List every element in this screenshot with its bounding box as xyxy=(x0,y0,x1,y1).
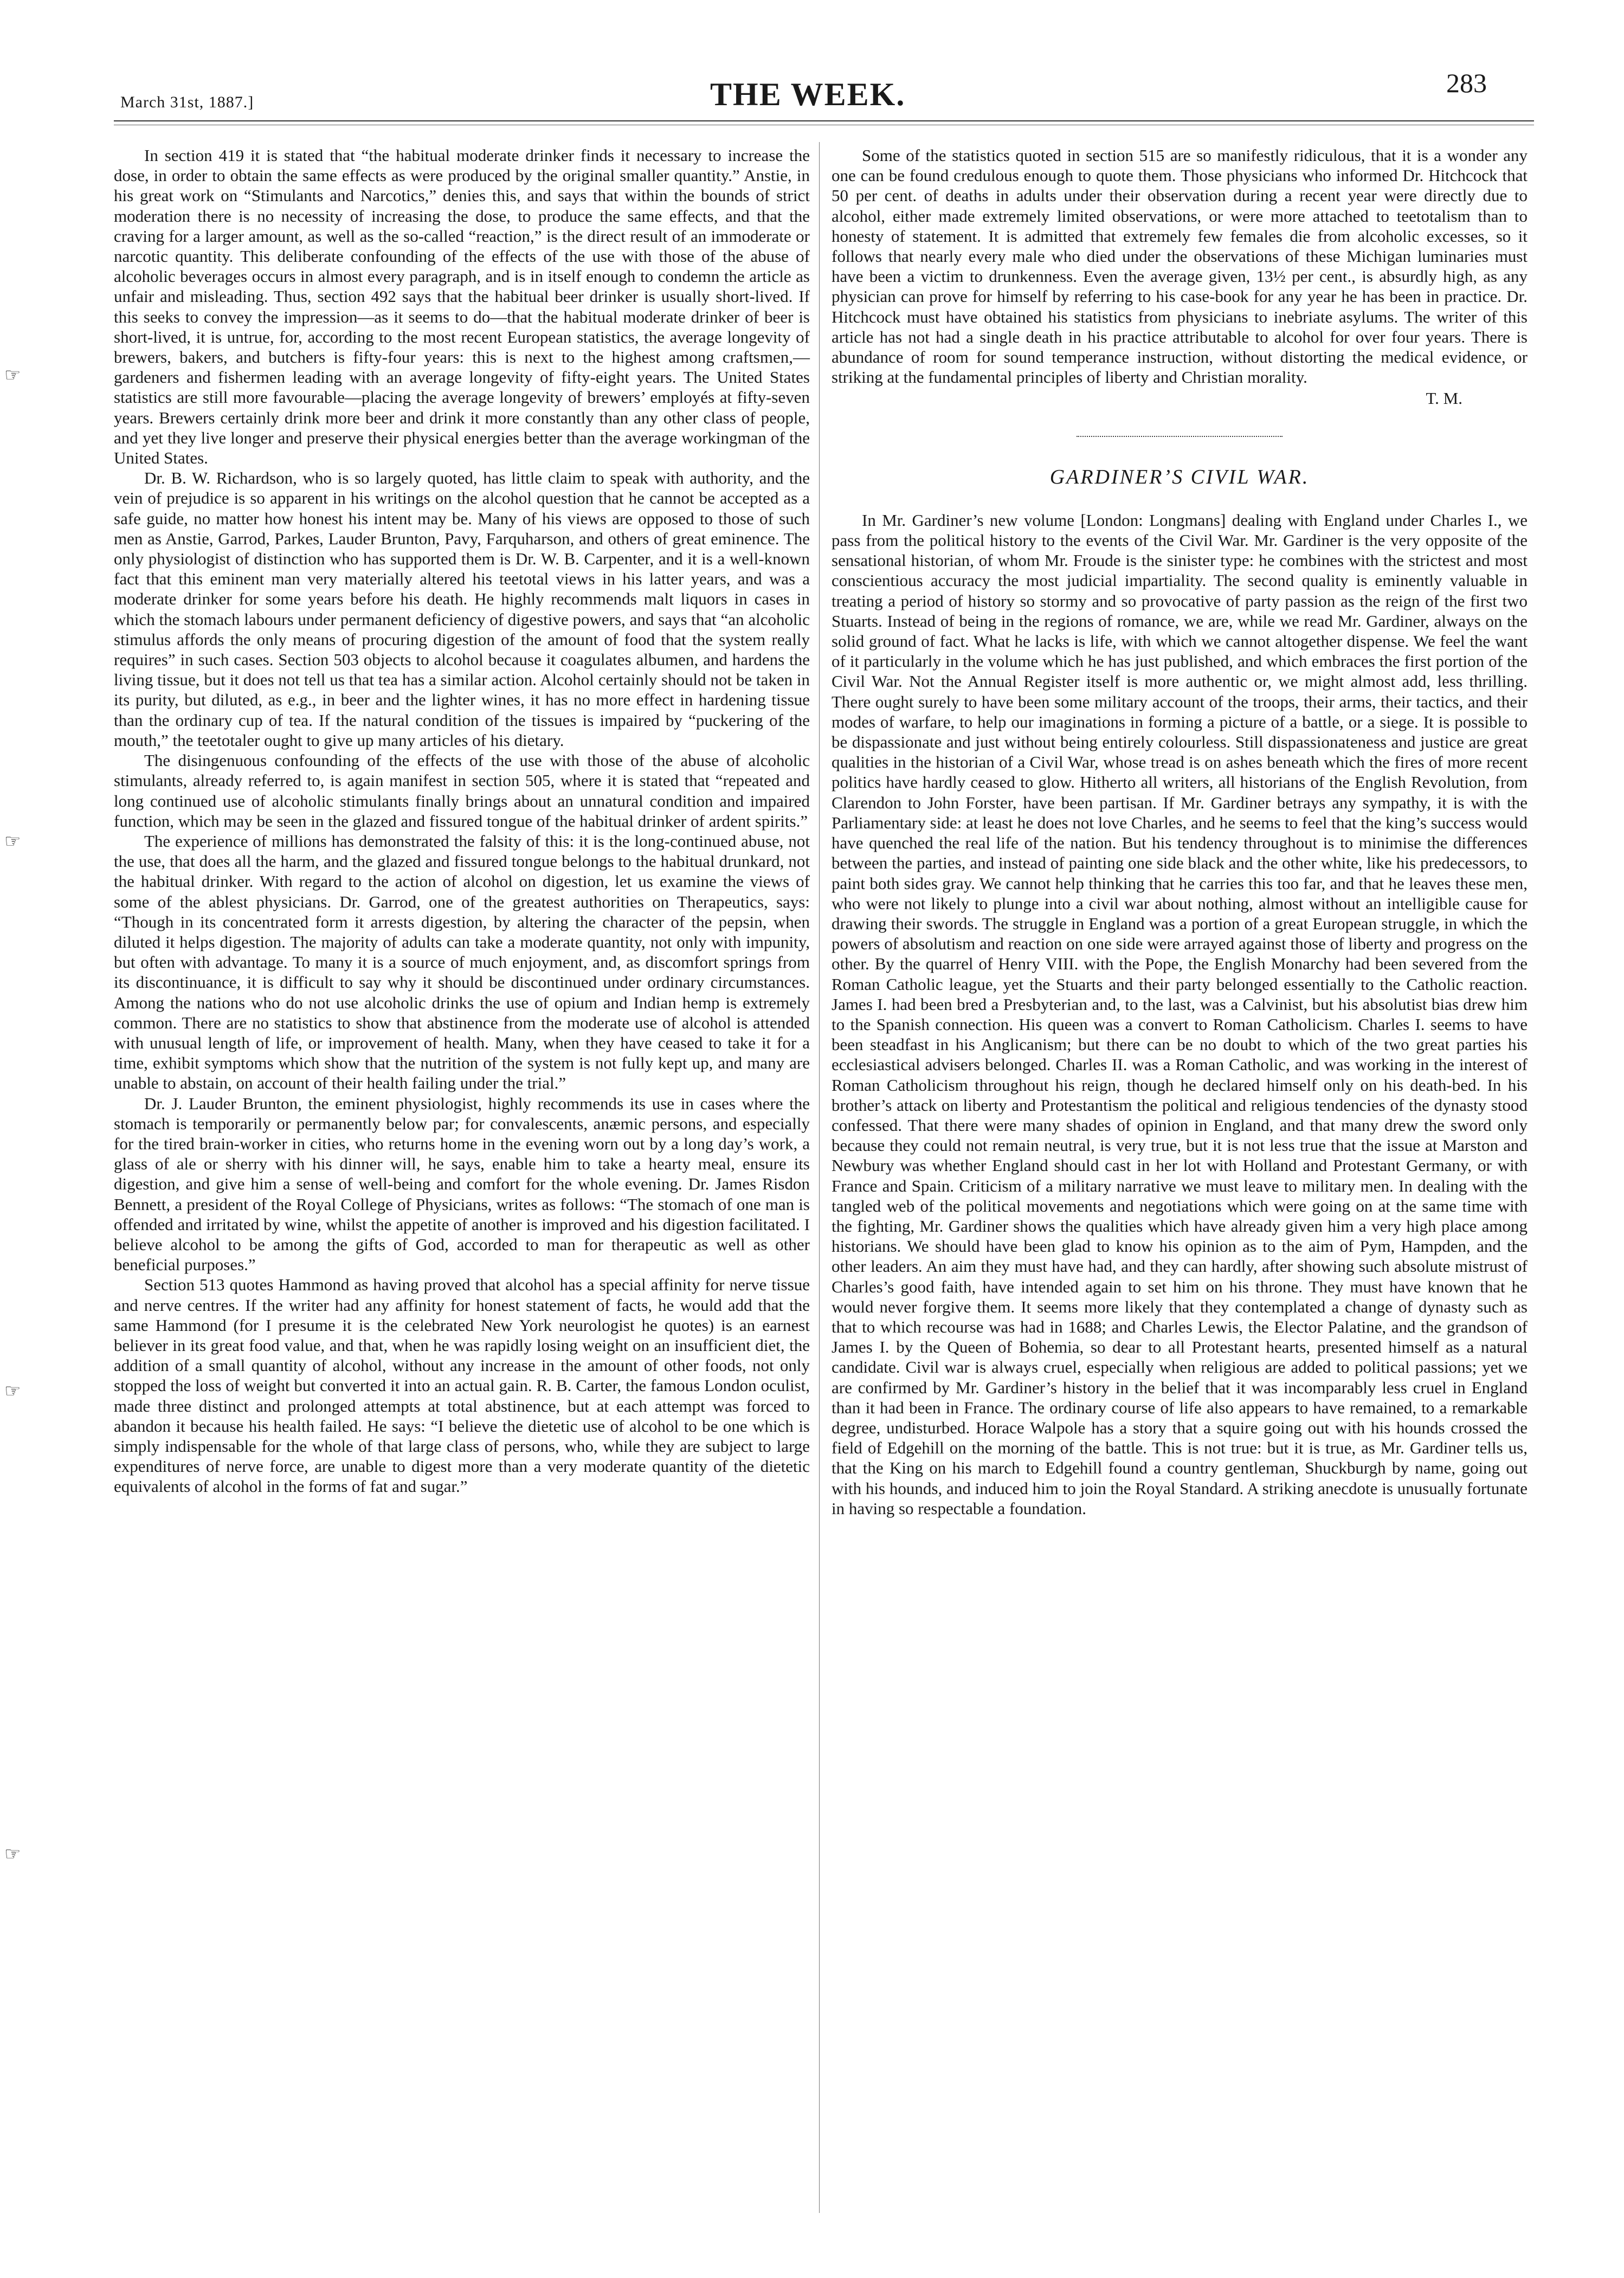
margin-pointer-icon: ☞ xyxy=(4,832,21,852)
page-number: 283 xyxy=(1446,68,1487,98)
article-paragraph: Section 513 quotes Hammond as having proved that alcohol has a special affinity for nerve tissue and nerve centres. If the writer had any affinity for honest statement of facts, he would add that the same Hammond (for I presume it is the celebrated New York neurologist he quotes) is an earnest believer in its great food value, and that, when he was rapidly losing weight on an insufficient diet, the addition of a small quantity of alcohol, without any increase in the amount of other foods, not only stopped the loss of weight but converted it into an actual gain. R. B. Carter, the famous London oculist, made three distinct and prolonged attempts at total abstinence, but at each attempt was forced to abandon it because his health failed. He says: “I believe the dietetic use of alcohol to be one which is simply indispensable for the whole of that large class of persons, who, while they are subject to large expenditures of nerve force, are unable to digest more than a very moderate quantity of the dietetic equivalents of alcohol in the forms of fat and sugar.” xyxy=(114,1275,810,1496)
margin-pointer-icon: ☞ xyxy=(4,365,21,385)
section-heading: GARDINER’S CIVIL WAR. xyxy=(1049,465,1310,488)
issue-date: March 31st, 1887.] xyxy=(120,93,254,111)
article-paragraph: The experience of millions has demonstrated the falsity of this: it is the long-continued abuse, not the use, that does all the harm, and the glazed and fissured tongue belongs to the habitual drunkard, not the habitual drinker. With regard to the action of alcohol on digestion, let us examine the views of some of the ablest physicians. Dr. Garrod, one of the greatest authorities on Therapeutics, says: “Though in its concentrated form it arrests digestion, by altering the character of the pepsin, when diluted it helps digestion. The majority of adults can take a moderate quantity, not only with impunity, but often with advantage. To many it is a source of much enjoyment, and, as discomfort springs from its discontinuance, it is difficult to say why it should be discontinued under ordinary circumstances. Among the nations who do not use alcoholic drinks the use of opium and Indian hemp is extremely common. There are no statistics to show that abstinence from the moderate use of alcohol is attended with unusual length of life, or improvement of health. Many, when they have ceased to take it for a time, exhibit symptoms which show that the nutrition of the system is not fully kept up, and many are unable to abstain, on account of their health failing under the trial.” xyxy=(114,831,810,1093)
article-paragraph: In section 419 it is stated that “the habitual moderate drinker finds it necessary to increase the dose, in order to obtain the same effects as were produced by the original smaller quantity.” Anstie, in his great work on “Stimulants and Narcotics,” denies this, and says that within the bounds of strict moderation there is no necessity of increasing the dose, to produce the same effects, and that the craving for a larger amount, as well as the so-called “reaction,” is the direct result of an immoderate or narcotic quantity. This deliberate confounding of the effects of the use with those of the abuse of alcoholic beverages occurs in almost every paragraph, and is in itself enough to condemn the article as unfair and misleading. Thus, section 492 says that the habitual beer drinker is usually short-lived. If this seeks to convey the impression—as it seems to do—that the habitual moderate drinker of beer is short-lived, it is untrue, for, according to the most recent European statistics, the average longevity of brewers, bakers, and butchers is fifty-four years: this is next to the highest among craftsmen,—gardeners and fishermen leading with an average longevity of fifty-eight years. The United States statistics are still more favourable—placing the average longevity of brewers’ employés at fifty-seven years. Brewers certainly drink more beer and drink it more constantly than any other class of people, and yet they live longer and preserve their physical energies better than the average workingman of the United States. xyxy=(114,146,810,468)
margin-pointer-icon: ☞ xyxy=(4,1844,21,1864)
header-rule xyxy=(114,120,1534,121)
article-paragraph: The disingenuous confounding of the effects of the use with those of the abuse of alcoholic stimulants, already referred to, is again manifest in section 505, where it is stated that “repeated and long continued use of alcoholic stimulants finally brings about an unnatural condition and impaired function, which may be seen in the glazed and fissured tongue of the habitual drinker of ardent spirits.” xyxy=(114,751,810,831)
left-column xyxy=(114,145,810,1497)
margin-pointer-icon: ☞ xyxy=(4,1381,21,1401)
article-paragraph: Some of the statistics quoted in section 515 are so manifestly ridiculous, that it is a wonder any one can be found credulous enough to quote them. Those physicians who informed Dr. Hitchcock that 50 per cent. of deaths in adults under their observation during a recent year were directly due to alcohol, either made extremely limited observations, or were more attached to teetotalism than to honesty of statement. It is admitted that extremely few females die from alcoholic excesses, so it follows that nearly every male who died under the observations of these Michigan luminaries must have been a victim to drunkenness. Even the average given, 13½ per cent., is absurdly high, as any physician can prove for himself by referring to his case-book for any year he has been in practice. Dr. Hitchcock must have obtained his statistics from physicians to inebriate asylums. The writer of this article has not had a single death in his practice attributable to alcohol for over four years. There is abundance of room for sound temperance instruction, without distorting the medical evidence, or striking at the fundamental principles of liberty and Christian morality. xyxy=(832,146,1528,387)
right-column xyxy=(832,145,1528,1518)
publication-title: THE WEEK. xyxy=(710,76,906,112)
article-paragraph: Dr. J. Lauder Brunton, the eminent physiologist, highly recommends its use in cases where the stomach is temporarily or permanently below par; for convalescents, anæmic persons, and especially for the tired brain-worker in cities, who returns home in the evening worn out by a long day’s work, a glass of ale or sherry with his dinner will, he says, enable him to take a hearty meal, ensure its digestion, and give him a sense of well-being and comfort for the whole evening. Dr. James Risdon Bennett, a president of the Royal College of Physicians, writes as follows: “The stomach of one man is offended and irritated by wine, whilst the appetite of another is improved and his digestion facilitated. I believe alcohol to be among the gifts of God, accorded to man for therapeutic as well as other beneficial purposes.” xyxy=(114,1093,810,1275)
column-divider xyxy=(819,142,820,2213)
section-separator xyxy=(1077,436,1283,437)
author-signature: T. M. xyxy=(1426,389,1462,408)
article-paragraph: Dr. B. W. Richardson, who is so largely quoted, has little claim to speak with authority, and the vein of prejudice is so apparent in his writings on the alcohol question that he cannot be accepted as a safe guide, no matter how honest his intent may be. Many of his views are opposed to those of such men as Anstie, Garrod, Parkes, Lauder Brunton, Pavy, Farquharson, and others of great eminence. The only physiologist of distinction who has supported them is Dr. W. B. Carpenter, and it is a well-known fact that this eminent man very materially altered his teetotal views in his latter years, and was a moderate drinker for some years before his death. He highly recommends malt liquors in cases in which the stomach labours under permanent deficiency of digestive powers, and says that “an alcoholic stimulus affords the only means of procuring digestion of the amount of food that the system really requires” in such cases. Section 503 objects to alcohol because it coagulates albumen, and hardens the living tissue, but it does not tell us that tea has a similar action. Alcohol certainly should not be taken in its purity, but diluted, as e.g., in beer and the lighter wines, it has no more effect in hardening tissue than the ordinary cup of tea. If the natural condition of the tissues is impaired by “puckering of the mouth,” the teetotaler ought to give up many articles of his dietary. xyxy=(114,468,810,750)
review-paragraph: In Mr. Gardiner’s new volume [London: Longmans] dealing with England under Charles I., we pass from the political history to the events of the Civil War. Mr. Gardiner is the very opposite of the sensational historian, of whom Mr. Froude is the sinister type: he combines with the strictest and most conscientious accuracy the most judicial impartiality. The second quality is eminently valuable in treating a period of history so stormy and so provocative of party passion as the reign of the first two Stuarts. Instead of being in the regions of romance, we are, while we read Mr. Gardiner, always on the solid ground of fact. What he lacks is life, with which we cannot altogether dispense. We feel the want of it particularly in the volume which he has just published, and which embraces the first portion of the Civil War. Not the Annual Register itself is more authentic or, we might almost add, less thrilling. There ought surely to have been some military account of the troops, their arms, their tactics, and their modes of warfare, to help our imaginations in forming a picture of a battle, or a siege. It is possible to be dispassionate and just without being entirely colourless. Still dispassionateness and justice are great qualities in the historian of a Civil War, whose tread is on ashes beneath which the fires of more recent politics have hardly ceased to glow. Hitherto all writers, all historians of the English Revolution, from Clarendon to John Forster, have been partisan. If Mr. Gardiner betrays any sympathy, it is with the Parliamentary side: at least he does not love Charles, and he seems to feel that the king’s success would have quenched the real life of the nation. But his tendency throughout is to minimise the differences between the parties, and instead of painting one side black and the other white, like his predecessors, to paint both sides gray. We cannot help thinking that he carries this too far, and that he leaves these men, who were not likely to plunge into a civil war about nothing, almost without an intelligible cause for drawing their swords. The struggle in England was a portion of a great European struggle, in which the powers of absolutism and reaction on one side were arrayed against those of liberty and progress on the other. By the quarrel of Henry VIII. with the Pope, the English Monarchy had been severed from the Roman Catholic league, yet the Stuarts and their party belonged essentially to the Catholic reaction. James I. had been bred a Presbyterian and, to the last, was a Calvinist, but his absolutist bias drew him to the Spanish connection. His queen was a convert to Roman Catholicism. Charles I. seems to have been steadfast in his Anglicanism; but there can be no doubt to which of the two great parties his ecclesiastical advisers belonged. Charles II. was a Roman Catholic, and was working in the interest of Roman Catholicism throughout his reign, though he declared himself only on his death-bed. In his brother’s attack on liberty and Protestantism the political and religious tendencies of the dynasty stood confessed. That there were many shades of opinion in England, and that many drew the sword only because they could not remain neutral, is very true, but it is not less true that the issue at Marston and Newbury was whether England should cast in her lot with Holland and Protestant Germany, or with France and Spain. Criticism of a military narrative we must leave to military men. In dealing with the tangled web of the political movements and negotiations which were going on at the same time with the fighting, Mr. Gardiner shows the qualities which have already given him a very high place among historians. We should have been glad to know his opinion as to the aim of Pym, Hampden, and the other leaders. An aim they must have had, and they can hardly, after showing such absolute mistrust of Charles’s good faith, have intended again to set him on his throne. They must have known that he would never forgive them. It seems more likely that they contemplated a change of dynasty such as that to which recourse was had in 1688; and Charles Lewis, the Elector Palatine, and the grandson of James I. by the Queen of Bohemia, so dear to all Protestant hearts, presented himself as a natural candidate. Civil war is always cruel, especially when religious are added to political passions; yet we are confirmed by Mr. Gardiner’s history in the belief that it was incomparably less cruel in England than it had been in France. The ordinary course of life also appears to have remained, to a remarkable degree, undisturbed. Horace Walpole has a story that a squire going out with his hounds crossed the field of Edgehill on the morning of the battle. This is not true: but it is true, as Mr. Gardiner tells us, that the King on his march to Edgehill found a country gentleman, Shuckburgh by name, going out with his hounds, and induced him to join the Royal Standard. A striking anecdote is unusually fortunate in having so respectable a foundation. xyxy=(832,510,1528,1518)
